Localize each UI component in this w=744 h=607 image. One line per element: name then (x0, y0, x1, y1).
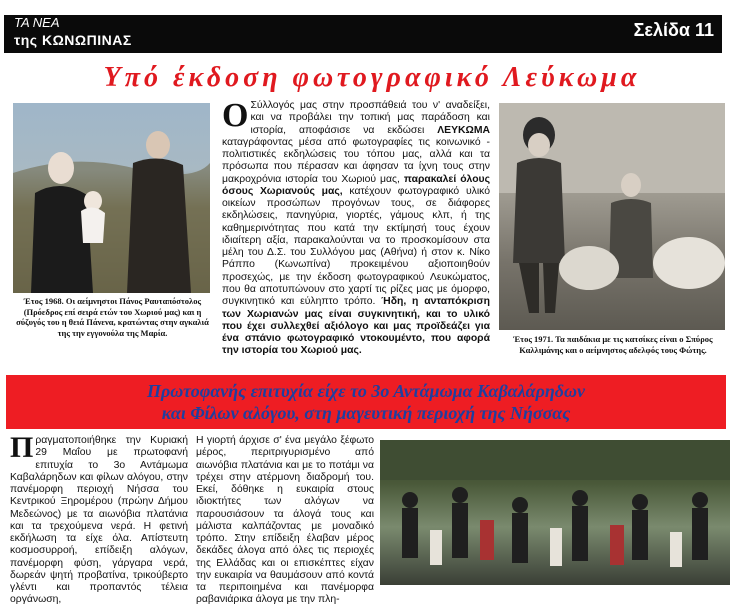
banner-line-2: και Φίλων αλόγου, στη μαγευτική περιοχή της Νήσσας (161, 403, 571, 423)
photo-children-goats-illustration (499, 103, 725, 330)
article-headline: Υπό έκδοση φωτογραφικό Λεύκωμα (103, 62, 641, 93)
album-word: ΛΕΥΚΩΜΑ (437, 124, 491, 136)
dropcap: Π (10, 431, 34, 464)
banner-line-1: Πρωτοφανής επιτυχία είχε το 3ο Αντάμωμα Καβαλάρηδων (147, 381, 585, 401)
dropcap: Ο (222, 97, 249, 134)
photo-caption-1971: Έτος 1971. Τα παιδάκια με τις κατσίκες είναι ο Σπύρος Καλλιμάνης και ο αείμνηστος αδελφός τους Φώτης. (513, 334, 713, 355)
album-article-text: κατέχουν φωτογραφικό υλικό οικείων προσώπων προγόνων τους, σε διάφορες εκδηλώσεις, πανηγύρια, γιορτές, γάμους κλπ, ή της καθημερινότητας που κατά την εκτίμησή τους έχουν ιδιαίτερη αξία, παρακαλούνται να το προσκομίσουν στα μέλη του Δ.Σ. του Συλλόγου μας (Αθήνα) ή στον κ. Νίκο Ράππο (Κωνωπίνα) προκειμένου αξιοποιηθούν προσεχώς, με την έκδοση φωτογραφικού Λευκώματος, που θα αποτυπώνουν στο χαρτί τις ρίζες μας με όμορφο, συγκινητικό και εύληπτο τρόπο. (222, 185, 490, 308)
photo-crowd-illustration (380, 440, 730, 585)
event-article-col1 (10, 431, 188, 607)
photo-children-goats (499, 103, 725, 330)
event-article-col2 (196, 435, 374, 607)
newspaper-name-line1: ΤΑ ΝΕΑ (14, 15, 60, 30)
album-article-text: καταγράφοντας μέσα από φωτογραφίες τις κοινωνικό - πολιτιστικές εκδηλώσεις του τόπου μας, αλλά και τα πρόσωπα που πέρασαν και άφησαν τα ίχνη τους στην μακροχρόνια ιστορία του Χωριού μας, (222, 136, 490, 185)
event-banner (6, 375, 726, 429)
album-article-closing: Ήδη, η ανταπόκριση των Χωριανών μας είναι συγκινητική, και το υλικό που έχει συλλεχθεί αξιόλογο και μας προϊδεάζει για ένα σπάνιο φωτογραφικό ντοκουμέντο, που αφορά την ιστορία του Χωριού μας. (222, 296, 491, 357)
photo-elderly-couple (13, 103, 210, 293)
event-article-text: Η γιορτή άρχισε σ' ένα μεγάλο ξέφωτο μέρος, περιτριγυρισμένο από αιωνόβια πλατάνια και με το ποτάμι να τρέχει στην ατέρμονη διαδρομή του. Εκεί, δόθηκε η ευκαιρία στους ιδιοκτήτες των αλόγων να παρουσιάσουν τα άλογά τους και μάλιστα καλπάζοντας με μοναδικό τρόπο. Στην επίδειξη έλαβαν μέρος δεκάδες άλογα από όλες τις περιοχές της Ελλάδας και οι επισκέπτες είχαν την ευκαιρία να θαυμάσουν από κοντά τα περιποιημένα και πανέμορφα ραβανιάρικα άλογα με την πλη- (196, 435, 374, 606)
page-number: Σελίδα 11 (633, 20, 714, 40)
newspaper-name-line2: της ΚΩΝΩΠΙΝΑΣ (14, 32, 132, 48)
photo-caption-1968: Έτος 1968. Οι αείμνηστοι Πάνος Ραυταπόστολος (Πρόεδρος επί σειρά ετών του Χωριού μας) και η σύζυγός του η θειά Πάνενα, κρατώντας στην αγκαλιά της την εγγονούλα της Μαρία. (16, 296, 209, 338)
photo-elderly-couple-illustration (13, 103, 210, 293)
event-banner-text (6, 380, 726, 424)
event-article-text: ραγματοποιήθηκε την Κυριακή 29 Μαΐου με πρωτοφανή επιτυχία το 3ο Αντάμωμα Καβαλάρηδων και φίλων αλόγου, στην πανέμορφη περιοχή Νήσσα του Κεντρικού Ξηρομέρου (πρώην Δήμου Μεδεώνος) με τα αιωνόβια πλατάνια και τα τρεχούμενα νερά. Η φετινή εκδήλωση τα είχε όλα. Απίστευτη κοσμοσυρροή, επίδειξη αλόγων, πανέμορφη φύση, γάργαρα νερά, δωρεάν ψητή προβατίνα, τρικούβερτο γλέντι και προπαντός τέλεια οργάνωση, (10, 435, 188, 606)
photo-crowd-festival (380, 440, 730, 585)
album-article-text: Σύλλογός μας στην προσπάθειά του ν' αναδείξει, και να προβάλει την τοπική μας παράδοση και ιστορία, αποφάσισε να εκδώσει (250, 100, 490, 136)
album-article (222, 97, 491, 358)
page-header (4, 15, 722, 53)
album-article-appeal: παρακαλεί όλους όσους Χωριανούς μας, (222, 173, 491, 197)
